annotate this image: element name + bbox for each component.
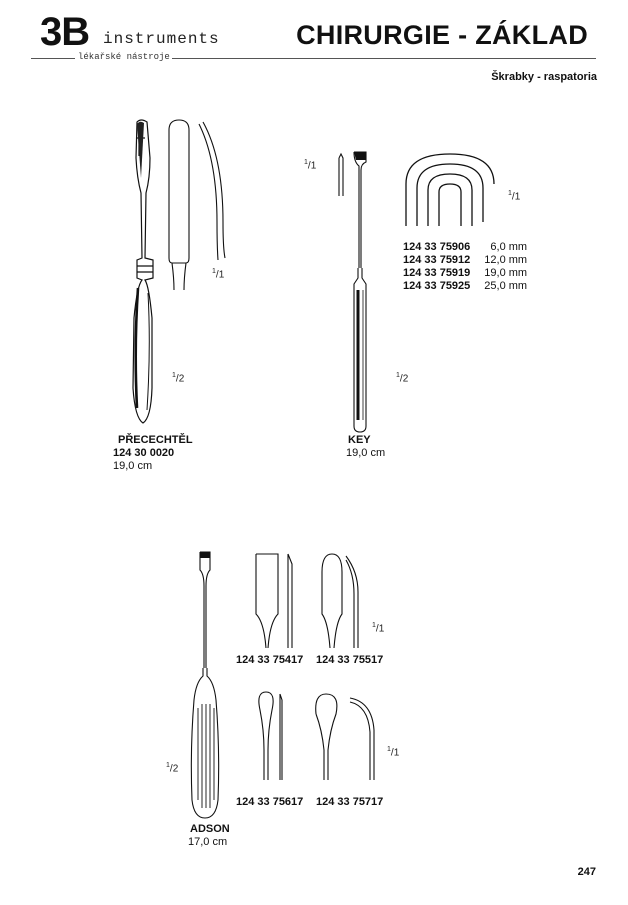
product-length-adson: 17,0 cm	[188, 836, 228, 848]
variant-size: 25,0 mm	[484, 280, 528, 292]
scale-label-1-2: $^1$/2	[172, 372, 185, 385]
precechtel-tip-detail	[165, 118, 237, 296]
adson-tip-75517	[318, 552, 368, 652]
scale-label-1-1: $^1$/1	[212, 268, 225, 281]
scale-label-1-2: $^1$/2	[396, 372, 409, 385]
product-name-adson: ADSON	[190, 823, 230, 835]
scale-label-1-1: $^1$/1	[508, 190, 521, 203]
page-title: CHIRURGIE - ZÁKLAD	[296, 20, 588, 50]
adson-tip-code: 124 33 75617	[236, 796, 304, 808]
product-name-precechtel: PŘECECHTĚL	[118, 434, 193, 446]
product-code-precechtel: 124 30 0020	[113, 447, 175, 459]
variant-size: 19,0 mm	[484, 267, 528, 279]
adson-tip-code: 124 33 75517	[316, 654, 384, 666]
adson-tip-code: 124 33 75417	[236, 654, 304, 666]
key-instrument-illustration	[344, 150, 374, 440]
variant-code: 124 33 75912	[403, 254, 471, 266]
key-sizes-profile-diagram	[402, 150, 498, 228]
adson-instrument-illustration	[186, 550, 230, 822]
section-subtitle: Škrabky - raspatoria	[491, 71, 597, 83]
brand-logo-3b: 3B	[40, 10, 90, 54]
product-length-precechtel: 19,0 cm	[113, 460, 153, 472]
adson-tip-75417	[252, 552, 302, 652]
scale-label-1-2: $^1$/2	[166, 762, 179, 775]
adson-tip-75617	[252, 690, 302, 790]
adson-tip-code: 124 33 75717	[316, 796, 384, 808]
header-rule-left	[31, 58, 75, 59]
variant-code: 124 33 75906	[403, 241, 471, 253]
table-row	[403, 267, 527, 280]
scale-label-1-1: $^1$/1	[387, 746, 400, 759]
scale-label-1-1: $^1$/1	[304, 159, 317, 172]
brand-tagline: lékařské nástroje	[78, 52, 170, 62]
product-name-key: KEY	[348, 434, 371, 446]
table-row	[403, 241, 527, 254]
variant-size: 12,0 mm	[484, 254, 528, 266]
adson-tip-75717	[310, 690, 382, 790]
variant-code: 124 33 75925	[403, 280, 471, 292]
variant-size: 6,0 mm	[490, 241, 528, 253]
key-variants-table	[403, 241, 527, 293]
variant-code: 124 33 75919	[403, 267, 471, 279]
header-rule-right	[172, 58, 596, 59]
table-row	[403, 280, 527, 293]
brand-logo-word: instruments	[103, 30, 220, 48]
table-row	[403, 254, 527, 267]
scale-label-1-1: $^1$/1	[372, 622, 385, 635]
page-number: 247	[577, 866, 596, 878]
product-length-key: 19,0 cm	[346, 447, 386, 459]
